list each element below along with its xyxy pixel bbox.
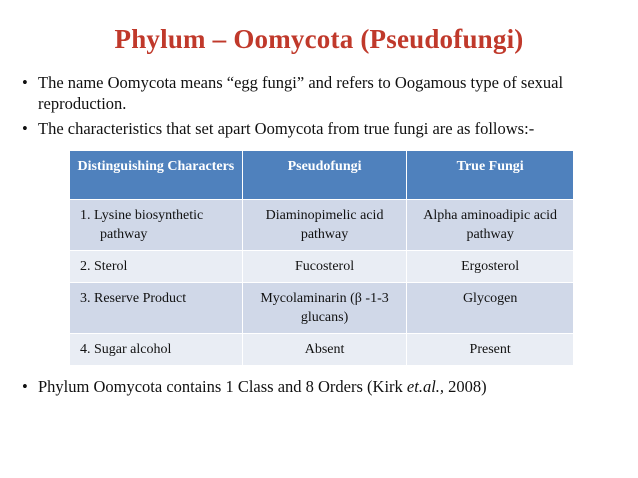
bullet-characteristics [22,118,598,139]
table-row [70,251,573,283]
table-cell [70,251,242,283]
header-true-fungi: True Fungi [407,151,573,200]
cell-text: 1. Lysine biosynthetic pathway [80,208,204,242]
table-cell: Ergosterol [407,251,573,283]
bullet-text-after: 2008) [444,377,487,396]
header-pseudofungi: Pseudofungi [242,151,407,200]
table-cell: Alpha aminoadipic acid pathway [407,200,573,251]
bullet-text: The characteristics that set apart Oomycota from true fungi are as follows:- [38,119,535,138]
table-cell: Glycogen [407,283,573,334]
cell-text: 4. Sugar alcohol [80,342,172,357]
bullet-classes-orders [22,376,598,397]
table-row [70,283,573,334]
table-cell: Mycolaminarin (β -1-3 glucans) [242,283,407,334]
table-cell [70,200,242,251]
table-cell: Fucosterol [242,251,407,283]
bullet-dot: • [22,119,28,138]
table-row [70,334,573,366]
table-cell: Absent [242,334,407,366]
table-row [70,200,573,251]
table-cell [70,334,242,366]
bullet-text-italic: et.al., [406,377,445,396]
bullet-dot: • [22,377,28,396]
cell-text: 3. Reserve Product [80,291,187,306]
table-header-row [70,151,573,200]
bullet-text-before: Phylum Oomycota contains 1 Class and 8 Orders (Kirk [38,377,407,396]
slide-title: Phylum – Oomycota (Pseudofungi) [114,24,524,54]
cell-text: 2. Sterol [80,259,128,274]
table-cell: Present [407,334,573,366]
comparison-table [70,151,573,365]
bullet-oomycota-meaning [22,72,598,114]
bullet-dot: • [22,73,28,92]
table-cell [70,283,242,334]
table-cell: Diaminopimelic acid pathway [242,200,407,251]
header-distinguishing-characters: Distinguishing Characters [70,151,242,200]
bullet-text: The name Oomycota means “egg fungi” and refers to Oogamous type of sexual reproduction. [38,73,564,113]
